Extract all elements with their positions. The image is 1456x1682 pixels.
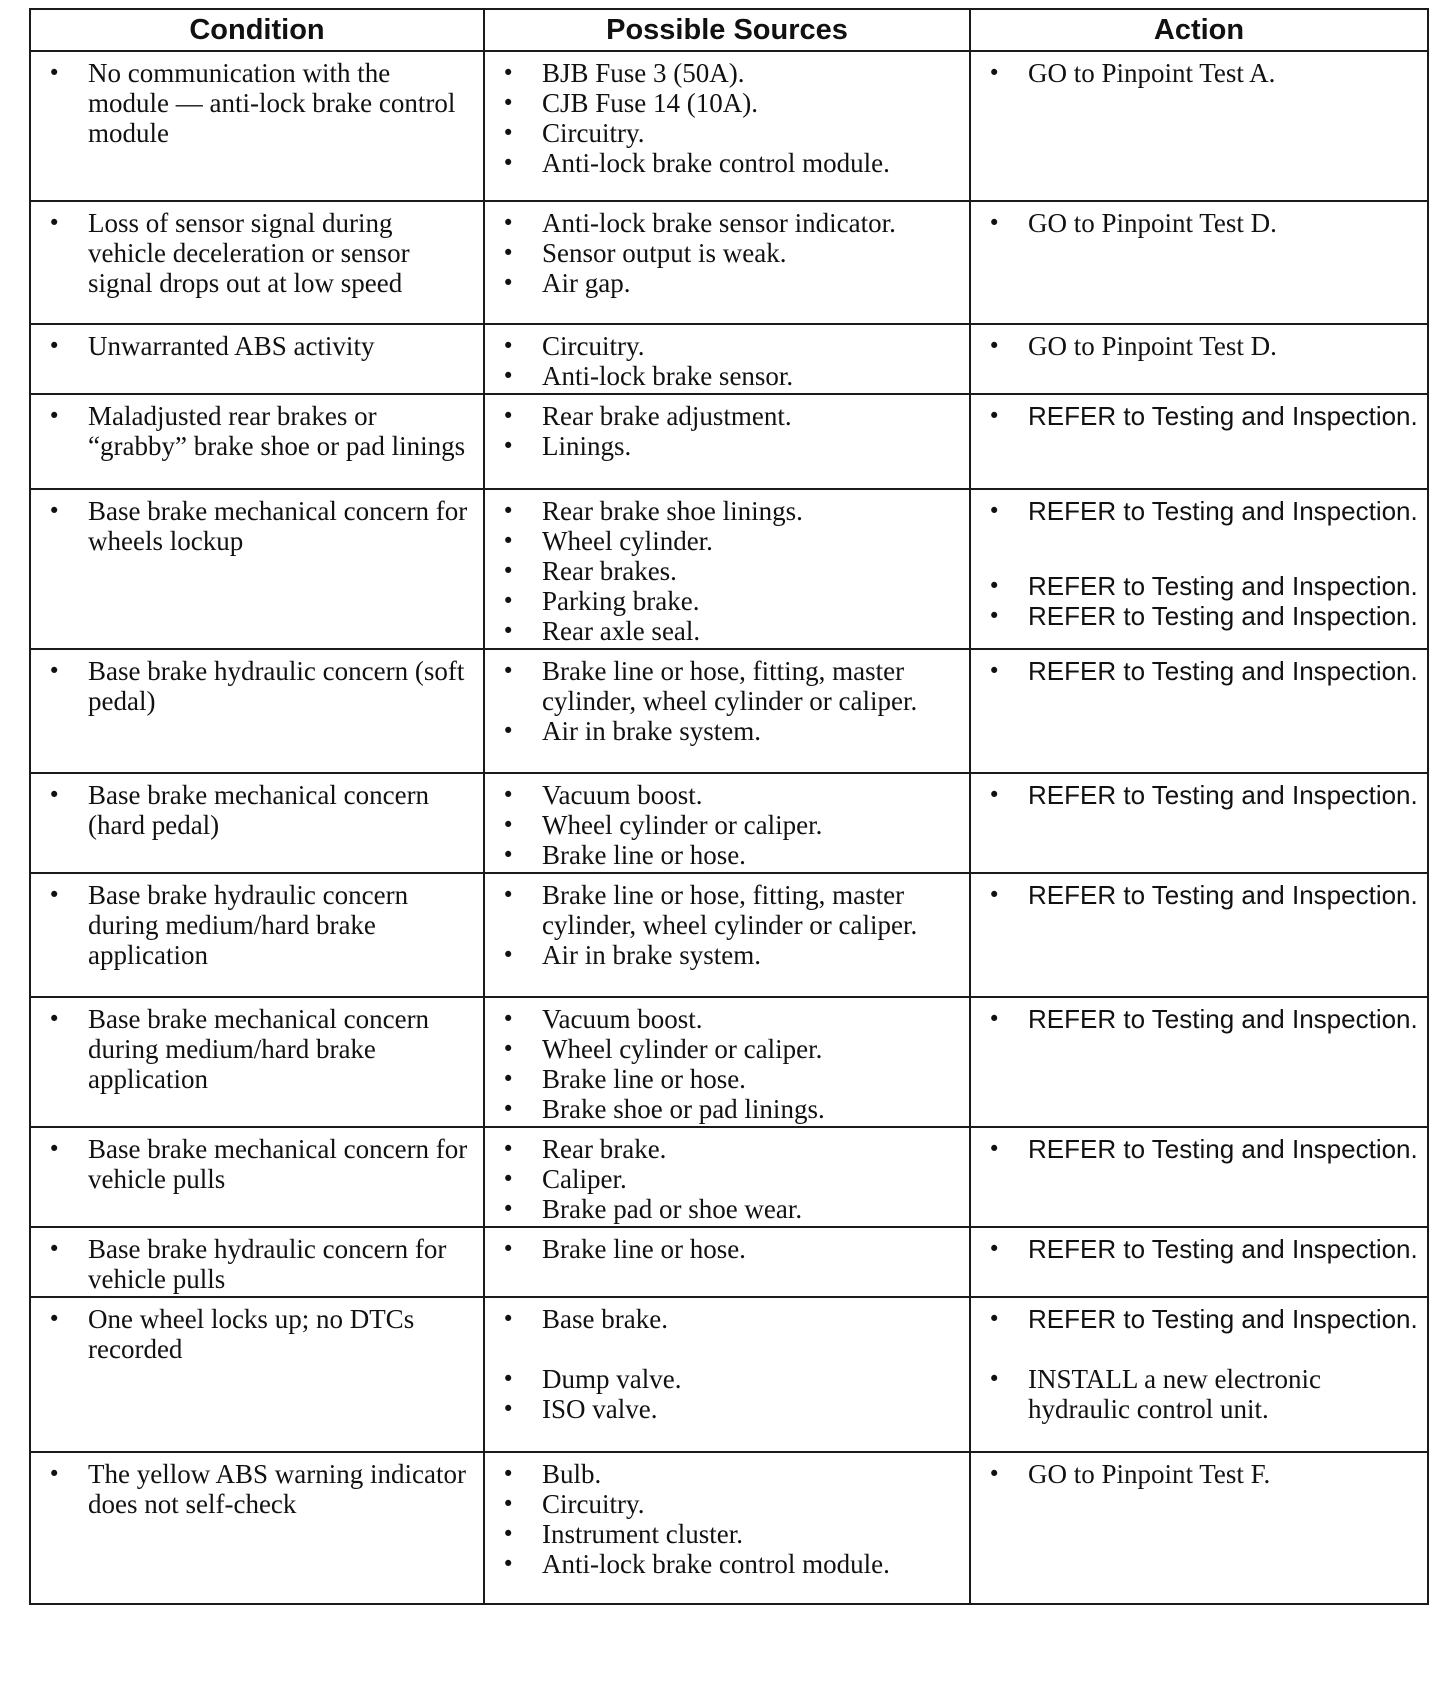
action-cell — [970, 394, 1428, 489]
condition-text: • Base brake mechanical concern for vehicle pulls — [37, 1134, 477, 1194]
possible-sources-header: Possible Sources — [484, 9, 970, 51]
source-item: • CJB Fuse 14 (10A). — [491, 88, 963, 118]
sources-cell — [484, 324, 970, 394]
action-item: • REFER to Testing and Inspection. — [977, 1004, 1421, 1034]
condition-text: • Base brake hydraulic concern for vehicle pulls — [37, 1234, 477, 1294]
table-row — [30, 489, 1428, 649]
condition-text: • Base brake mechanical concern for wheels lockup — [37, 496, 477, 556]
action-cell — [970, 997, 1428, 1127]
condition-text: • No communication with the module — anti-lock brake control module — [37, 58, 477, 148]
source-item: • Dump valve. — [491, 1364, 963, 1394]
action-item: • GO to Pinpoint Test F. — [977, 1459, 1421, 1489]
source-item: • Rear axle seal. — [491, 616, 963, 646]
sources-cell — [484, 1297, 970, 1452]
table-row — [30, 394, 1428, 489]
action-cell — [970, 324, 1428, 394]
condition-cell — [30, 1452, 484, 1604]
condition-cell — [30, 873, 484, 997]
source-item: • Anti-lock brake control module. — [491, 148, 963, 178]
source-item: • Linings. — [491, 431, 963, 461]
sources-cell — [484, 1127, 970, 1227]
action-cell — [970, 1127, 1428, 1227]
source-item: • Brake shoe or pad linings. — [491, 1094, 963, 1124]
sources-cell — [484, 649, 970, 773]
source-item: • Air in brake system. — [491, 940, 963, 970]
source-item: • Rear brakes. — [491, 556, 963, 586]
table-row — [30, 51, 1428, 201]
sources-cell — [484, 51, 970, 201]
condition-text: • Loss of sensor signal during vehicle deceleration or sensor signal drops out at low speed — [37, 208, 477, 298]
condition-cell — [30, 1297, 484, 1452]
action-cell — [970, 1452, 1428, 1604]
condition-cell — [30, 773, 484, 873]
sources-cell — [484, 489, 970, 649]
source-item: • Circuitry. — [491, 118, 963, 148]
source-item: • Instrument cluster. — [491, 1519, 963, 1549]
source-item: • Wheel cylinder or caliper. — [491, 1034, 963, 1064]
source-item: • ISO valve. — [491, 1394, 963, 1424]
action-item: • INSTALL a new electronic hydraulic control unit. — [977, 1364, 1421, 1424]
source-item: • Base brake. — [491, 1304, 963, 1334]
source-item: • Brake line or hose. — [491, 840, 963, 870]
table-row — [30, 649, 1428, 773]
source-item: • Anti-lock brake sensor. — [491, 361, 963, 391]
action-item: • REFER to Testing and Inspection. — [977, 1134, 1421, 1164]
action-item: • REFER to Testing and Inspection. — [977, 496, 1421, 526]
action-header: Action — [970, 9, 1428, 51]
condition-text: • Base brake mechanical concern during medium/hard brake application — [37, 1004, 477, 1094]
table-row — [30, 324, 1428, 394]
condition-cell — [30, 489, 484, 649]
table-row — [30, 1452, 1428, 1604]
source-item: • Brake line or hose, fitting, master cylinder, wheel cylinder or caliper. — [491, 880, 963, 940]
condition-text: • Maladjusted rear brakes or “grabby” brake shoe or pad linings — [37, 401, 477, 461]
source-item: • Circuitry. — [491, 1489, 963, 1519]
source-item: • BJB Fuse 3 (50A). — [491, 58, 963, 88]
source-item: • Wheel cylinder or caliper. — [491, 810, 963, 840]
action-cell — [970, 201, 1428, 324]
action-cell — [970, 51, 1428, 201]
action-item: • REFER to Testing and Inspection. — [977, 571, 1421, 601]
condition-text: • One wheel locks up; no DTCs recorded — [37, 1304, 477, 1364]
source-item: • Air in brake system. — [491, 716, 963, 746]
source-item: • Caliper. — [491, 1164, 963, 1194]
action-item: • REFER to Testing and Inspection. — [977, 1234, 1421, 1264]
source-item: • Brake pad or shoe wear. — [491, 1194, 963, 1224]
action-item: • REFER to Testing and Inspection. — [977, 601, 1421, 631]
sources-cell — [484, 1452, 970, 1604]
source-item: • Rear brake shoe linings. — [491, 496, 963, 526]
action-item: • GO to Pinpoint Test A. — [977, 58, 1421, 88]
source-item: • Brake line or hose. — [491, 1064, 963, 1094]
action-item: • GO to Pinpoint Test D. — [977, 331, 1421, 361]
table-row — [30, 997, 1428, 1127]
action-item: • GO to Pinpoint Test D. — [977, 208, 1421, 238]
sources-cell — [484, 773, 970, 873]
condition-text: • Base brake mechanical concern (hard pedal) — [37, 780, 477, 840]
table-row — [30, 1227, 1428, 1297]
condition-cell — [30, 1127, 484, 1227]
header-row — [30, 9, 1428, 51]
table-row — [30, 873, 1428, 997]
source-item: • Parking brake. — [491, 586, 963, 616]
source-item: • Bulb. — [491, 1459, 963, 1489]
diagnosis-table — [29, 8, 1429, 1605]
source-item: • Sensor output is weak. — [491, 238, 963, 268]
source-item: • Brake line or hose, fitting, master cylinder, wheel cylinder or caliper. — [491, 656, 963, 716]
source-item: • Anti-lock brake control module. — [491, 1549, 963, 1579]
action-item: • REFER to Testing and Inspection. — [977, 656, 1421, 686]
condition-text: • Unwarranted ABS activity — [37, 331, 477, 361]
source-item: • Brake line or hose. — [491, 1234, 963, 1264]
action-item: • REFER to Testing and Inspection. — [977, 780, 1421, 810]
action-cell — [970, 873, 1428, 997]
condition-cell — [30, 51, 484, 201]
table-row — [30, 1297, 1428, 1452]
source-item: • Air gap. — [491, 268, 963, 298]
sources-cell — [484, 997, 970, 1127]
condition-cell — [30, 201, 484, 324]
source-item: • Anti-lock brake sensor indicator. — [491, 208, 963, 238]
sources-cell — [484, 201, 970, 324]
table-row — [30, 201, 1428, 324]
condition-cell — [30, 997, 484, 1127]
source-item: • Circuitry. — [491, 331, 963, 361]
action-cell — [970, 489, 1428, 649]
action-cell — [970, 1227, 1428, 1297]
sources-cell — [484, 1227, 970, 1297]
action-cell — [970, 773, 1428, 873]
table-row — [30, 1127, 1428, 1227]
action-item: • REFER to Testing and Inspection. — [977, 401, 1421, 431]
action-cell — [970, 649, 1428, 773]
source-item: • Wheel cylinder. — [491, 526, 963, 556]
action-item: • REFER to Testing and Inspection. — [977, 880, 1421, 910]
condition-cell — [30, 649, 484, 773]
source-item: • Vacuum boost. — [491, 780, 963, 810]
action-cell — [970, 1297, 1428, 1452]
action-item: • REFER to Testing and Inspection. — [977, 1304, 1421, 1334]
source-item: • Rear brake adjustment. — [491, 401, 963, 431]
condition-cell — [30, 324, 484, 394]
condition-text: • The yellow ABS warning indicator does not self-check — [37, 1459, 477, 1519]
condition-text: • Base brake hydraulic concern (soft pedal) — [37, 656, 477, 716]
source-item: • Rear brake. — [491, 1134, 963, 1164]
condition-cell — [30, 394, 484, 489]
condition-header: Condition — [30, 9, 484, 51]
table-row — [30, 773, 1428, 873]
source-item: • Vacuum boost. — [491, 1004, 963, 1034]
condition-text: • Base brake hydraulic concern during medium/hard brake application — [37, 880, 477, 970]
sources-cell — [484, 394, 970, 489]
sources-cell — [484, 873, 970, 997]
condition-cell — [30, 1227, 484, 1297]
